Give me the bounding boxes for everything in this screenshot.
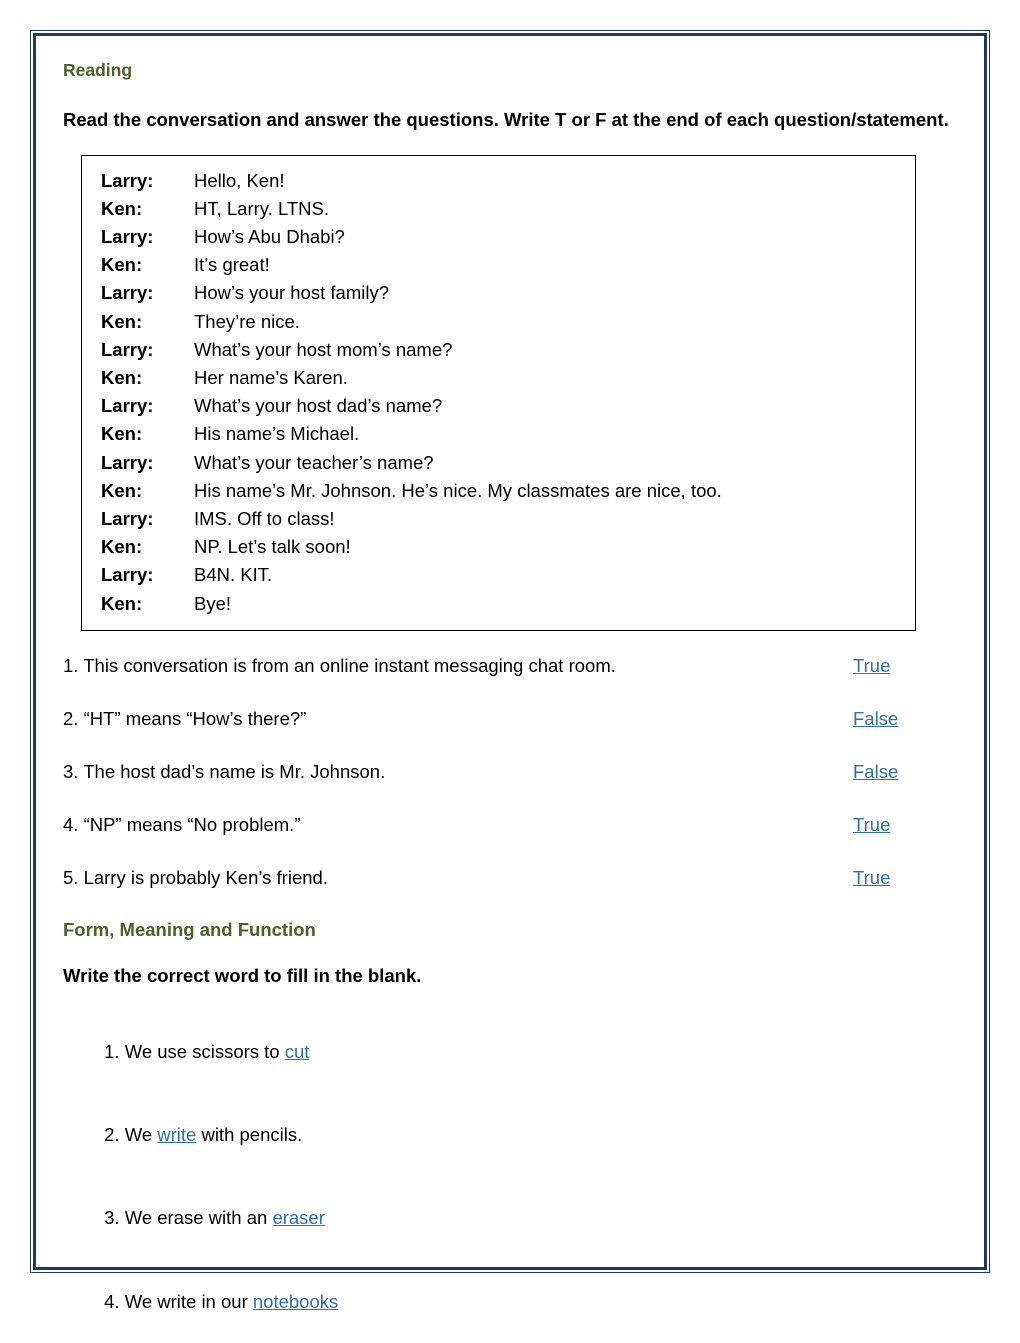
worksheet-page	[33, 33, 987, 1312]
dialog-speaker: Ken:	[101, 592, 143, 614]
dialog-line	[82, 392, 915, 420]
fill-blank-list	[63, 1010, 952, 1343]
dialog-line	[82, 336, 915, 364]
dialog-speaker: Ken:	[101, 197, 143, 219]
fill-blank-prefix: 1. We use scissors to	[104, 1040, 285, 1062]
dialog-speaker: Larry:	[101, 564, 154, 586]
dialog-speaker: Ken:	[101, 366, 143, 388]
question-text: 3. The host dad’s name is Mr. Johnson.	[63, 760, 386, 782]
dialog-speaker: Larry:	[101, 395, 154, 417]
fill-blank-answer[interactable]: notebooks	[252, 1290, 339, 1312]
dialog-speaker: Larry:	[101, 338, 154, 360]
dialog-speaker: Ken:	[101, 536, 143, 558]
fill-blank-suffix: with pencils.	[196, 1124, 303, 1146]
dialog-text: Bye!	[194, 592, 232, 614]
question-answer[interactable]: True	[853, 866, 891, 888]
dialog-text: What’s your teacher’s name?	[194, 451, 434, 473]
dialog-line	[82, 505, 915, 533]
fill-blank-prefix: 3. We erase with an	[104, 1207, 273, 1229]
dialog-text: What’s your host dad’s name?	[194, 395, 443, 417]
dialog-speaker: Ken:	[101, 310, 143, 332]
true-false-questions	[63, 654, 952, 890]
dialog-speaker: Ken:	[101, 254, 143, 276]
dialog-text: They’re nice.	[194, 310, 300, 332]
fill-blank-answer[interactable]: write	[157, 1124, 197, 1146]
question-text: 2. “HT” means “How’s there?”	[63, 707, 307, 729]
fill-blank-item	[63, 1010, 952, 1093]
dialog-line	[82, 420, 915, 448]
dialog-text: Hello, Ken!	[194, 169, 285, 191]
question-answer[interactable]: True	[853, 813, 891, 835]
fill-blank-answer[interactable]: cut	[284, 1040, 310, 1062]
fill-blank-prefix: 2. We	[104, 1124, 158, 1146]
dialog-line	[82, 195, 915, 223]
question-answer[interactable]: True	[853, 654, 891, 676]
dialog-text: How’s your host family?	[194, 282, 390, 304]
question-row	[63, 654, 952, 678]
fill-blank-item	[63, 1177, 952, 1260]
dialog-line	[82, 167, 915, 195]
fill-blank-answer[interactable]: eraser	[272, 1207, 325, 1229]
question-answer[interactable]: False	[853, 707, 899, 729]
reading-instruction: Read the conversation and answer the questions. Write T or F at the end of each question/statement.	[63, 109, 949, 130]
conversation-box	[81, 155, 916, 631]
dialog-text: NP. Let’s talk soon!	[194, 536, 351, 558]
dialog-speaker: Larry:	[101, 169, 154, 191]
dialog-speaker: Ken:	[101, 423, 143, 445]
worksheet-content	[36, 36, 984, 1343]
dialog-speaker: Larry:	[101, 451, 154, 473]
question-text: 4. “NP” means “No problem.”	[63, 813, 301, 835]
dialog-speaker: Larry:	[101, 507, 154, 529]
fill-blank-prefix: 4. We write in our	[104, 1290, 253, 1312]
dialog-line	[82, 223, 915, 251]
dialog-line	[82, 590, 915, 618]
dialog-text: It’s great!	[194, 254, 270, 276]
reading-section-heading: Reading	[63, 60, 133, 80]
dialog-text: How’s Abu Dhabi?	[194, 225, 345, 247]
dialog-text: What’s your host mom’s name?	[194, 338, 453, 360]
dialog-text: B4N. KIT.	[194, 564, 273, 586]
dialog-text: HT, Larry. LTNS.	[194, 197, 330, 219]
dialog-line	[82, 533, 915, 561]
dialog-line	[82, 561, 915, 589]
question-row	[63, 760, 952, 784]
dialog-speaker: Larry:	[101, 225, 154, 247]
question-answer[interactable]: False	[853, 760, 899, 782]
dialog-text: His name’s Mr. Johnson. He’s nice. My classmates are nice, too.	[194, 479, 722, 501]
dialog-line	[82, 364, 915, 392]
question-row	[63, 707, 952, 731]
dialog-speaker: Ken:	[101, 479, 143, 501]
dialog-line	[82, 308, 915, 336]
question-text: 5. Larry is probably Ken’s friend.	[63, 866, 328, 888]
dialog-text: Her name’s Karen.	[194, 366, 348, 388]
dialog-line	[82, 251, 915, 279]
dialog-line	[82, 279, 915, 307]
question-row	[63, 813, 952, 837]
fill-blank-item	[63, 1260, 952, 1343]
dialog-line	[82, 449, 915, 477]
dialog-text: His name’s Michael.	[194, 423, 360, 445]
question-text: 1. This conversation is from an online instant messaging chat room.	[63, 654, 616, 676]
fill-blank-item	[63, 1093, 952, 1176]
dialog-line	[82, 477, 915, 505]
form-meaning-function-heading: Form, Meaning and Function	[63, 919, 316, 940]
fill-blank-instruction: Write the correct word to fill in the blank.	[63, 965, 422, 987]
dialog-text: IMS. Off to class!	[194, 507, 335, 529]
dialog-speaker: Larry:	[101, 282, 154, 304]
question-row	[63, 866, 952, 890]
